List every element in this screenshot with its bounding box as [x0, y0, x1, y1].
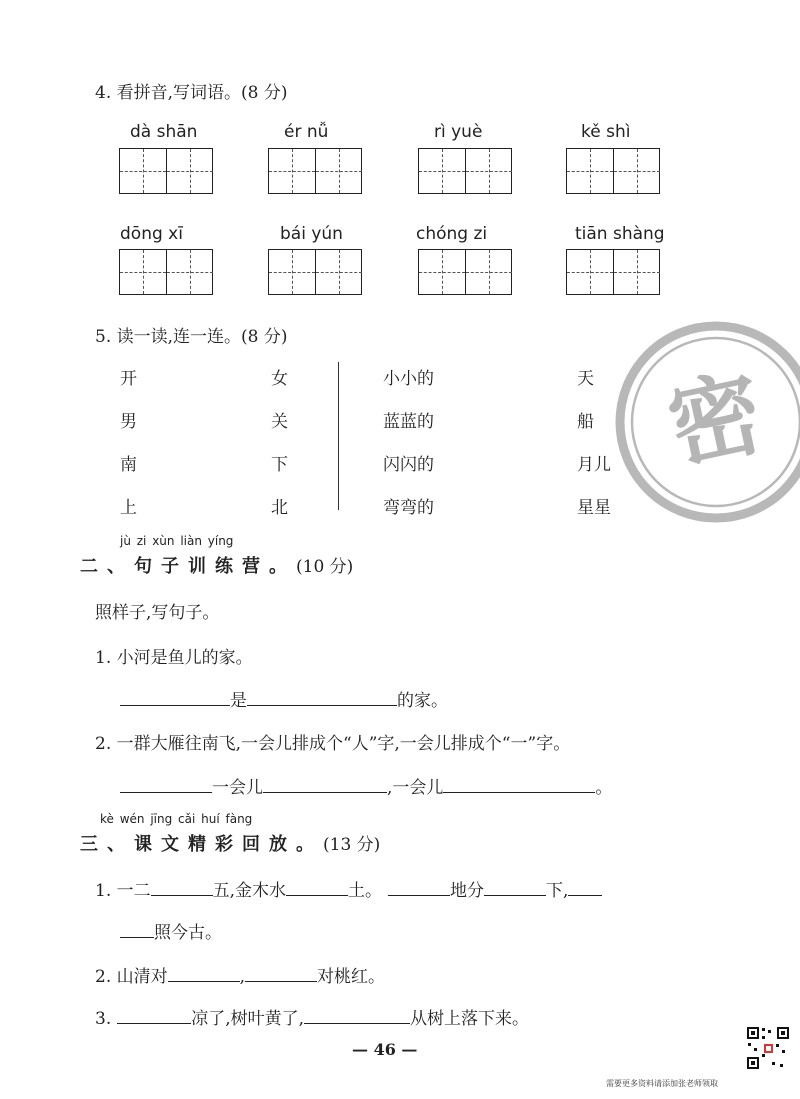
pinyin-label: ér nǚ — [284, 122, 329, 142]
q-text: 照今古。 — [154, 923, 222, 943]
page-number: — 46 — — [352, 1040, 418, 1059]
pinyin-label: tiān shàng — [575, 224, 665, 244]
answer-blank[interactable] — [247, 689, 397, 706]
section2-title: 二、句子训练营 — [80, 556, 269, 577]
section3-title: 三、课文精彩回放 — [80, 834, 296, 855]
q4-title: 4. 看拼音,写词语。(8 分) — [95, 83, 288, 103]
writing-grid[interactable] — [268, 148, 362, 194]
writing-grid[interactable] — [119, 249, 213, 295]
answer-blank[interactable] — [388, 879, 450, 896]
q-text: 下, — [546, 881, 569, 901]
answer-blank[interactable] — [120, 921, 154, 938]
writing-grid[interactable] — [268, 249, 362, 295]
match-item[interactable]: 星星 — [577, 498, 611, 518]
fill-text: 是 — [230, 691, 247, 711]
match-item[interactable]: 下 — [271, 455, 288, 475]
section3-score: (13 分) — [323, 835, 381, 855]
writing-grid[interactable] — [418, 148, 512, 194]
section3-heading — [80, 830, 380, 856]
qr-code-icon[interactable] — [746, 1026, 790, 1070]
q-text: 2. 山清对 — [95, 967, 168, 987]
answer-blank[interactable] — [484, 879, 546, 896]
answer-blank[interactable] — [263, 776, 387, 793]
section2-period: 。 — [269, 556, 296, 577]
q-text: 对桃红。 — [317, 967, 386, 987]
column-divider — [338, 362, 339, 510]
section3-period: 。 — [296, 834, 323, 855]
q-text: 从树上落下来。 — [410, 1009, 530, 1029]
fill-text: 。 — [595, 778, 613, 798]
answer-blank[interactable] — [568, 879, 602, 896]
match-item[interactable]: 船 — [577, 412, 594, 432]
section2-q1: 1. 小河是鱼儿的家。 — [95, 648, 253, 668]
footer-note: 需要更多资料请添加张老师领取 — [606, 1079, 718, 1088]
section2-heading — [80, 552, 353, 578]
pinyin-label: bái yún — [280, 224, 343, 244]
match-item[interactable]: 弯弯的 — [383, 498, 434, 518]
match-item[interactable]: 蓝蓝的 — [383, 412, 434, 432]
answer-blank[interactable] — [304, 1007, 410, 1024]
pinyin-label: rì yuè — [434, 122, 483, 142]
pinyin-label: dà shān — [130, 122, 198, 142]
section3-q3 — [95, 1004, 529, 1029]
match-item[interactable]: 月儿 — [577, 455, 611, 475]
section3-q2 — [95, 962, 385, 987]
section3-pinyin: kè wén jīng cǎi huí fàng — [100, 812, 253, 826]
stamp-char: 密 — [659, 358, 772, 483]
answer-blank[interactable] — [117, 1007, 191, 1024]
match-item[interactable]: 男 — [120, 412, 137, 432]
section3-q1-cont — [120, 918, 222, 943]
fill-text: 一会儿 — [212, 778, 263, 798]
match-item[interactable]: 关 — [271, 412, 288, 432]
match-item[interactable]: 闪闪的 — [383, 455, 434, 475]
answer-blank[interactable] — [286, 879, 348, 896]
writing-grid[interactable] — [119, 148, 213, 194]
match-item[interactable]: 女 — [271, 369, 288, 389]
q-text: 1. 一二 — [95, 881, 151, 901]
answer-blank[interactable] — [443, 776, 595, 793]
q-text: , — [239, 967, 246, 987]
match-item[interactable]: 北 — [271, 498, 288, 518]
q-text: 地分 — [450, 881, 485, 901]
section2-score: (10 分) — [296, 557, 354, 577]
fill-text: 的家。 — [397, 691, 448, 711]
match-item[interactable]: 开 — [120, 369, 137, 389]
secret-stamp-icon — [612, 318, 800, 526]
match-item[interactable]: 南 — [120, 455, 137, 475]
section2-instruction: 照样子,写句子。 — [95, 603, 220, 623]
match-item[interactable]: 天 — [577, 369, 594, 389]
section2-q2-fill — [120, 773, 612, 798]
q-text: 土。 — [348, 881, 383, 901]
section2-q2: 2. 一群大雁往南飞,一会儿排成个“人”字,一会儿排成个“一”字。 — [95, 734, 571, 754]
writing-grid[interactable] — [566, 249, 660, 295]
match-item[interactable]: 小小的 — [383, 369, 434, 389]
answer-blank[interactable] — [168, 965, 240, 982]
pinyin-label: kě shì — [581, 122, 631, 142]
match-item[interactable]: 上 — [120, 498, 137, 518]
section2-pinyin: jù zi xùn liàn yíng — [120, 534, 234, 548]
q-text: 五,金木水 — [212, 881, 287, 901]
q-text: 3. — [95, 1009, 112, 1029]
section2-q1-fill — [120, 686, 448, 711]
answer-blank[interactable] — [120, 689, 230, 706]
answer-blank[interactable] — [120, 776, 212, 793]
answer-blank[interactable] — [245, 965, 317, 982]
fill-text: ,一会儿 — [387, 778, 444, 798]
q5-title: 5. 读一读,连一连。(8 分) — [95, 327, 288, 347]
pinyin-label: chóng zi — [416, 224, 488, 244]
pinyin-label: dōng xī — [120, 224, 183, 244]
writing-grid[interactable] — [418, 249, 512, 295]
section3-q1 — [95, 876, 602, 901]
q-text: 凉了,树叶黄了, — [191, 1009, 305, 1029]
writing-grid[interactable] — [566, 148, 660, 194]
answer-blank[interactable] — [151, 879, 213, 896]
